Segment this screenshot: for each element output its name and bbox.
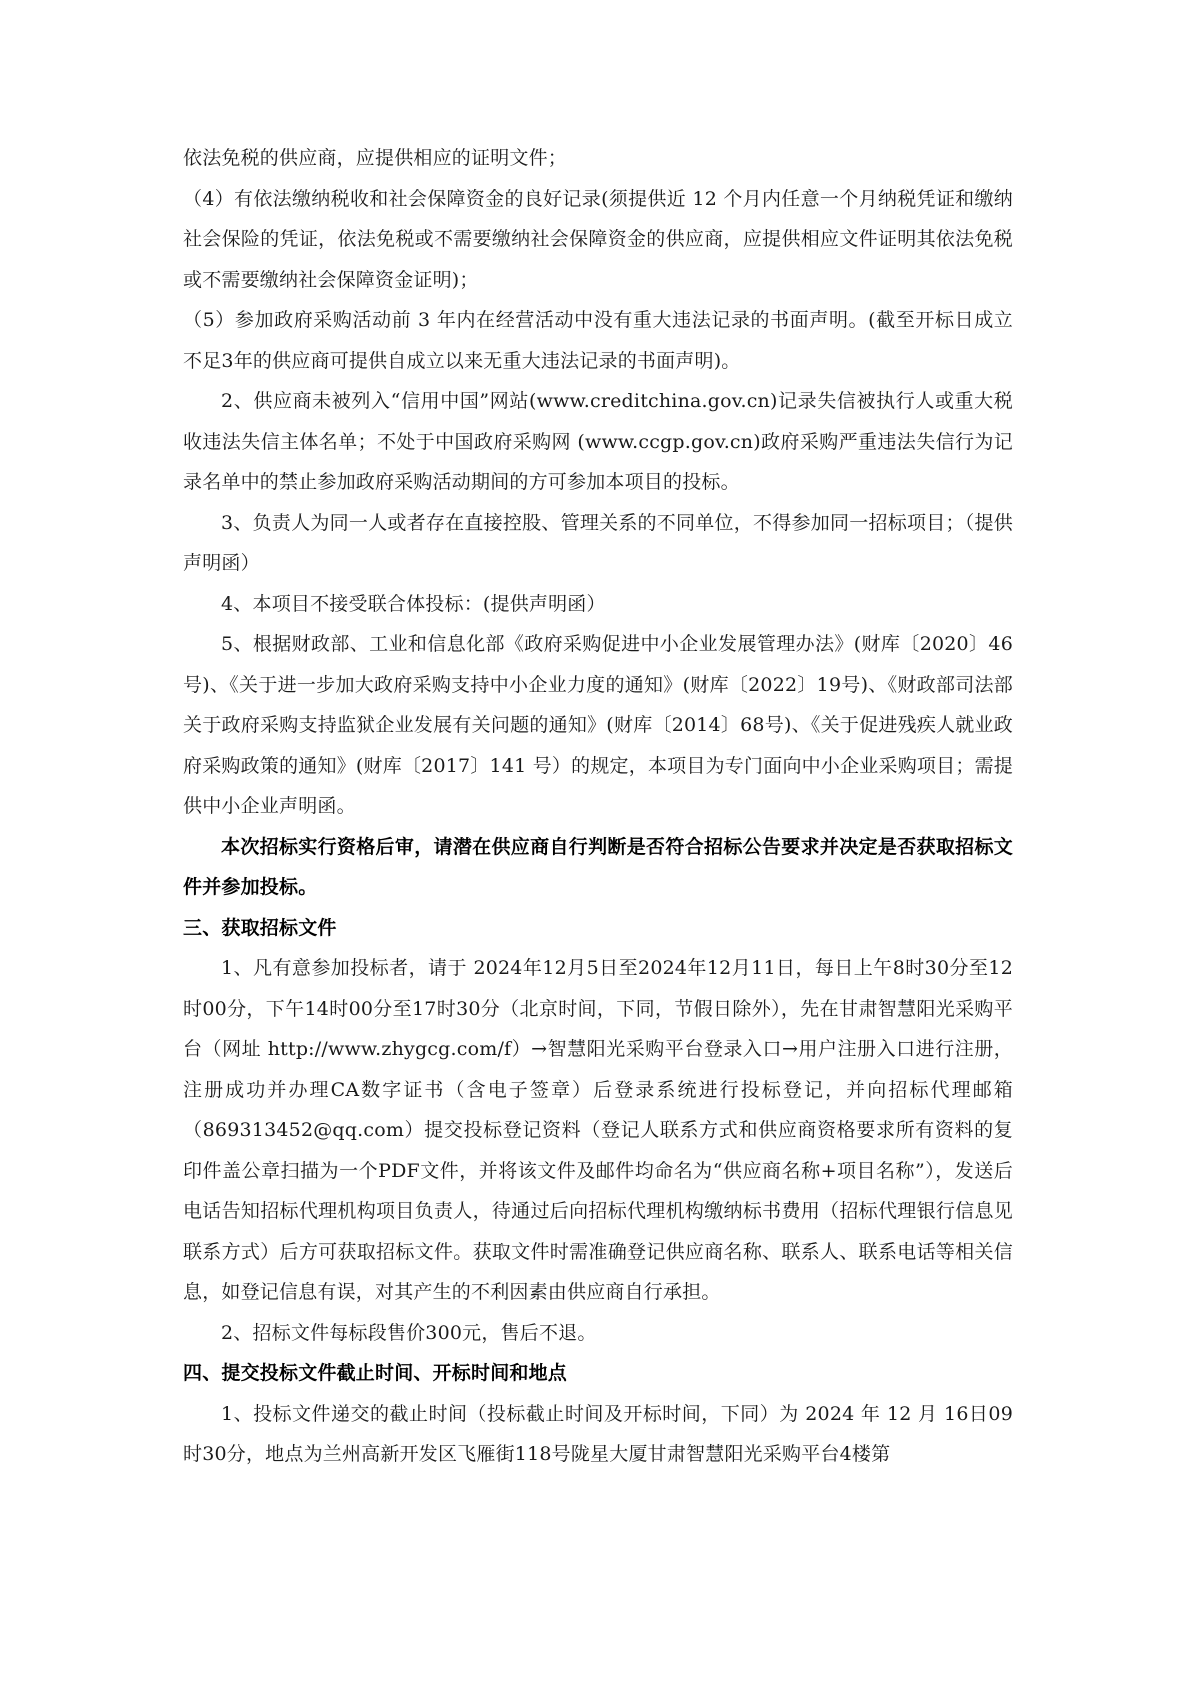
paragraph-credit-check: 2、供应商未被列入“信用中国”网站(www.creditchina.gov.cn)记录失信被执行人或重大税收违法失信主体名单；不处于中国政府采购网 (www.ccgp.gov.cn)政府采购严重违法失信行为记录名单中的禁止参加政府采购活动期间的方可参加本项目的投标。 [183, 390, 1013, 493]
paragraph-tax-exempt: 依法免税的供应商，应提供相应的证明文件； [183, 147, 568, 169]
paragraph-tax-record: （4）有依法缴纳税收和社会保障资金的良好记录(须提供近 12 个月内任意一个月纳税凭证和缴纳社会保险的凭证，依法免税或不需要缴纳社会保障资金的供应商，应提供相应文件证明其依法免税或不需要缴纳社会保障资金证明)； [183, 187, 1013, 291]
document-body [183, 138, 1013, 1475]
paragraph-deadline-location: 1、投标文件递交的截止时间（投标截止时间及开标时间，下同）为 2024 年 12 月 16日09时30分，地点为兰州高新开发区飞雁街118号陇星大厦甘肃智慧阳光采购平台4楼第 [183, 1402, 1013, 1465]
paragraph-post-qualification: 本次招标实行资格后审，请潜在供应商自行判断是否符合招标公告要求并决定是否获取招标文件并参加投标。 [183, 835, 1013, 898]
section-heading-deadline: 四、提交投标文件截止时间、开标时间和地点 [183, 1362, 568, 1384]
paragraph-no-consortium: 4、本项目不接受联合体投标：(提供声明函） [221, 592, 606, 615]
paragraph-document-price: 2、招标文件每标段售价300元，售后不退。 [221, 1321, 597, 1344]
paragraph-registration: 1、凡有意参加投标者，请于 2024年12月5日至2024年12月11日，每日上午8时30分至12时00分，下午14时00分至17时30分（北京时间，下同，节假日除外），先在甘肃智慧阳光采购平台（网址 http://www.zhygcg.com/f）→智慧阳光采购平台登录入口→用户注册入口进行注册，注册成功并办理CA数字证书（含电子签章）后登录系统进行投标登记，并向招标代理邮箱（869313452@qq.com）提交投标登记资料（登记人联系方式和供应商资格要求所有资料的复印件盖公章扫描为一个PDF文件，并将该文件及邮件均命名为“供应商名称+项目名称”），发送后电话告知招标代理机构项目负责人，待通过后向招标代理机构缴纳标书费用（招标代理银行信息见联系方式）后方可获取招标文件。获取文件时需准确登记供应商名称、联系人、联系电话等相关信息，如登记信息有误，对其产生的不利因素由供应商自行承担。 [183, 957, 1013, 1303]
paragraph-no-violation: （5）参加政府采购活动前 3 年内在经营活动中没有重大违法记录的书面声明。(截至开标日成立不足3年的供应商可提供自成立以来无重大违法记录的书面声明)。 [183, 309, 1013, 372]
paragraph-sme-policy: 5、根据财政部、工业和信息化部《政府采购促进中小企业发展管理办法》(财库〔2020〕46号)、《关于进一步加大政府采购支持中小企业力度的通知》(财库〔2022〕19号)、《财政部司法部关于政府采购支持监狱企业发展有关问题的通知》(财库〔2014〕68号)、《关于促进残疾人就业政府采购政策的通知》(财库〔2017〕141 号）的规定，本项目为专门面向中小企业采购项目；需提供中小企业声明函。 [183, 633, 1013, 817]
section-heading-obtain-documents: 三、获取招标文件 [183, 916, 337, 939]
paragraph-same-owner: 3、负责人为同一人或者存在直接控股、管理关系的不同单位，不得参加同一招标项目；（提供声明函） [183, 511, 1013, 574]
